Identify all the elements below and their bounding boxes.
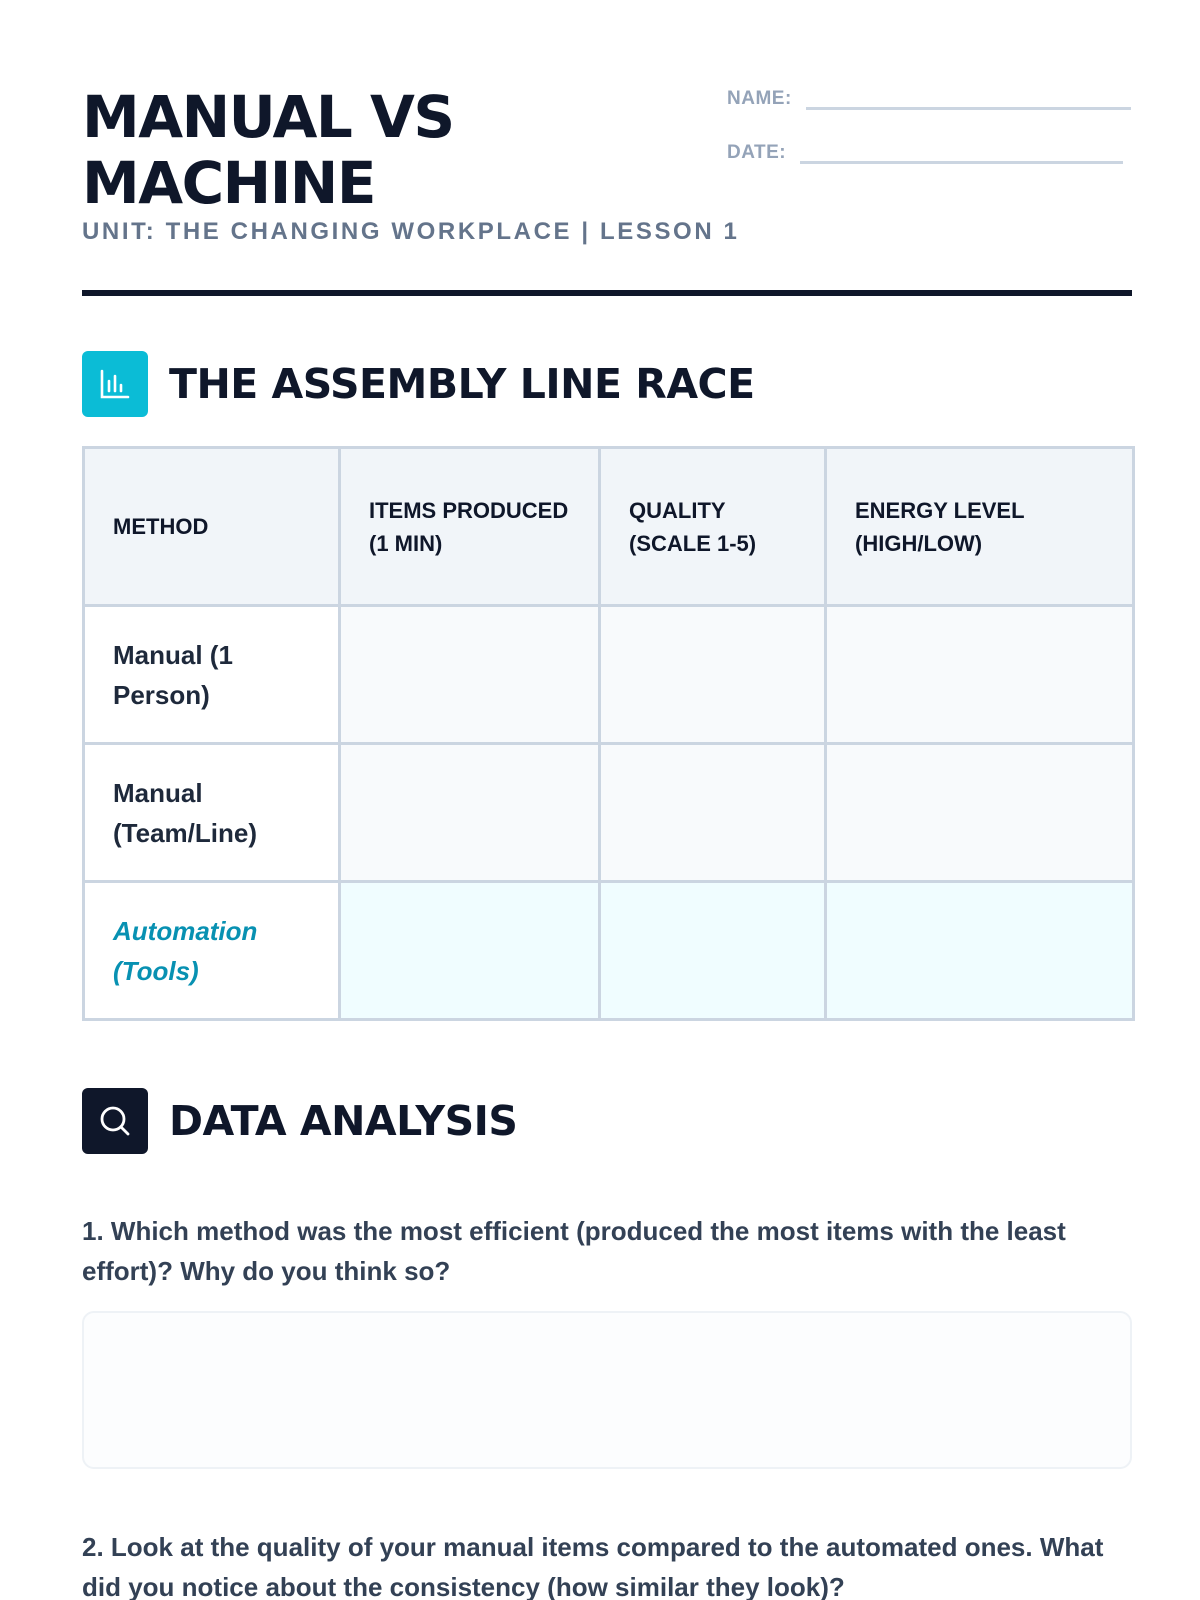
date-line[interactable] [800, 142, 1123, 164]
answer-box-1[interactable] [82, 1311, 1132, 1469]
energy-cell[interactable] [826, 606, 1134, 744]
header-quality: QUALITY (SCALE 1-5) [600, 448, 826, 606]
date-label: DATE: [727, 142, 787, 163]
question-1: 1. Which method was the most efficient (produced the most items with the least effort)? Why do you think so? [82, 1216, 1066, 1286]
items-cell[interactable] [340, 744, 600, 882]
table-row [84, 882, 1134, 1020]
items-cell[interactable] [340, 606, 600, 744]
table-row [84, 744, 1134, 882]
method-cell: Manual (Team/Line) [84, 744, 340, 882]
bar-chart-icon [82, 351, 148, 417]
page-title: MANUAL VS MACHINE [82, 83, 454, 217]
method-cell: Manual (1 Person) [84, 606, 340, 744]
section-title: DATA ANALYSIS [169, 1097, 518, 1145]
quality-cell[interactable] [600, 744, 826, 882]
energy-cell[interactable] [826, 744, 1134, 882]
table-row [84, 606, 1134, 744]
header-items-produced: ITEMS PRODUCED (1 MIN) [340, 448, 600, 606]
quality-cell[interactable] [600, 882, 826, 1020]
name-label: NAME: [727, 88, 792, 109]
energy-cell[interactable] [826, 882, 1134, 1020]
table-header-row [84, 448, 1134, 606]
search-icon [82, 1088, 148, 1154]
name-line[interactable] [806, 88, 1131, 110]
name-field[interactable] [727, 88, 1131, 110]
header-method: METHOD [84, 448, 340, 606]
section-assembly-line [82, 351, 755, 417]
header-energy-level: ENERGY LEVEL (HIGH/LOW) [826, 448, 1134, 606]
quality-cell[interactable] [600, 606, 826, 744]
assembly-race-table [82, 446, 1135, 1021]
section-title: THE ASSEMBLY LINE RACE [169, 360, 755, 408]
section-data-analysis [82, 1088, 517, 1154]
method-cell: Automation (Tools) [84, 882, 340, 1020]
date-field[interactable] [727, 142, 1123, 164]
header-divider [82, 290, 1132, 296]
unit-subtitle: UNIT: THE CHANGING WORKPLACE | LESSON 1 [82, 218, 740, 245]
question-2: 2. Look at the quality of your manual items compared to the automated ones. What did you notice about the consistency (how similar they look)? [82, 1532, 1104, 1600]
items-cell[interactable] [340, 882, 600, 1020]
